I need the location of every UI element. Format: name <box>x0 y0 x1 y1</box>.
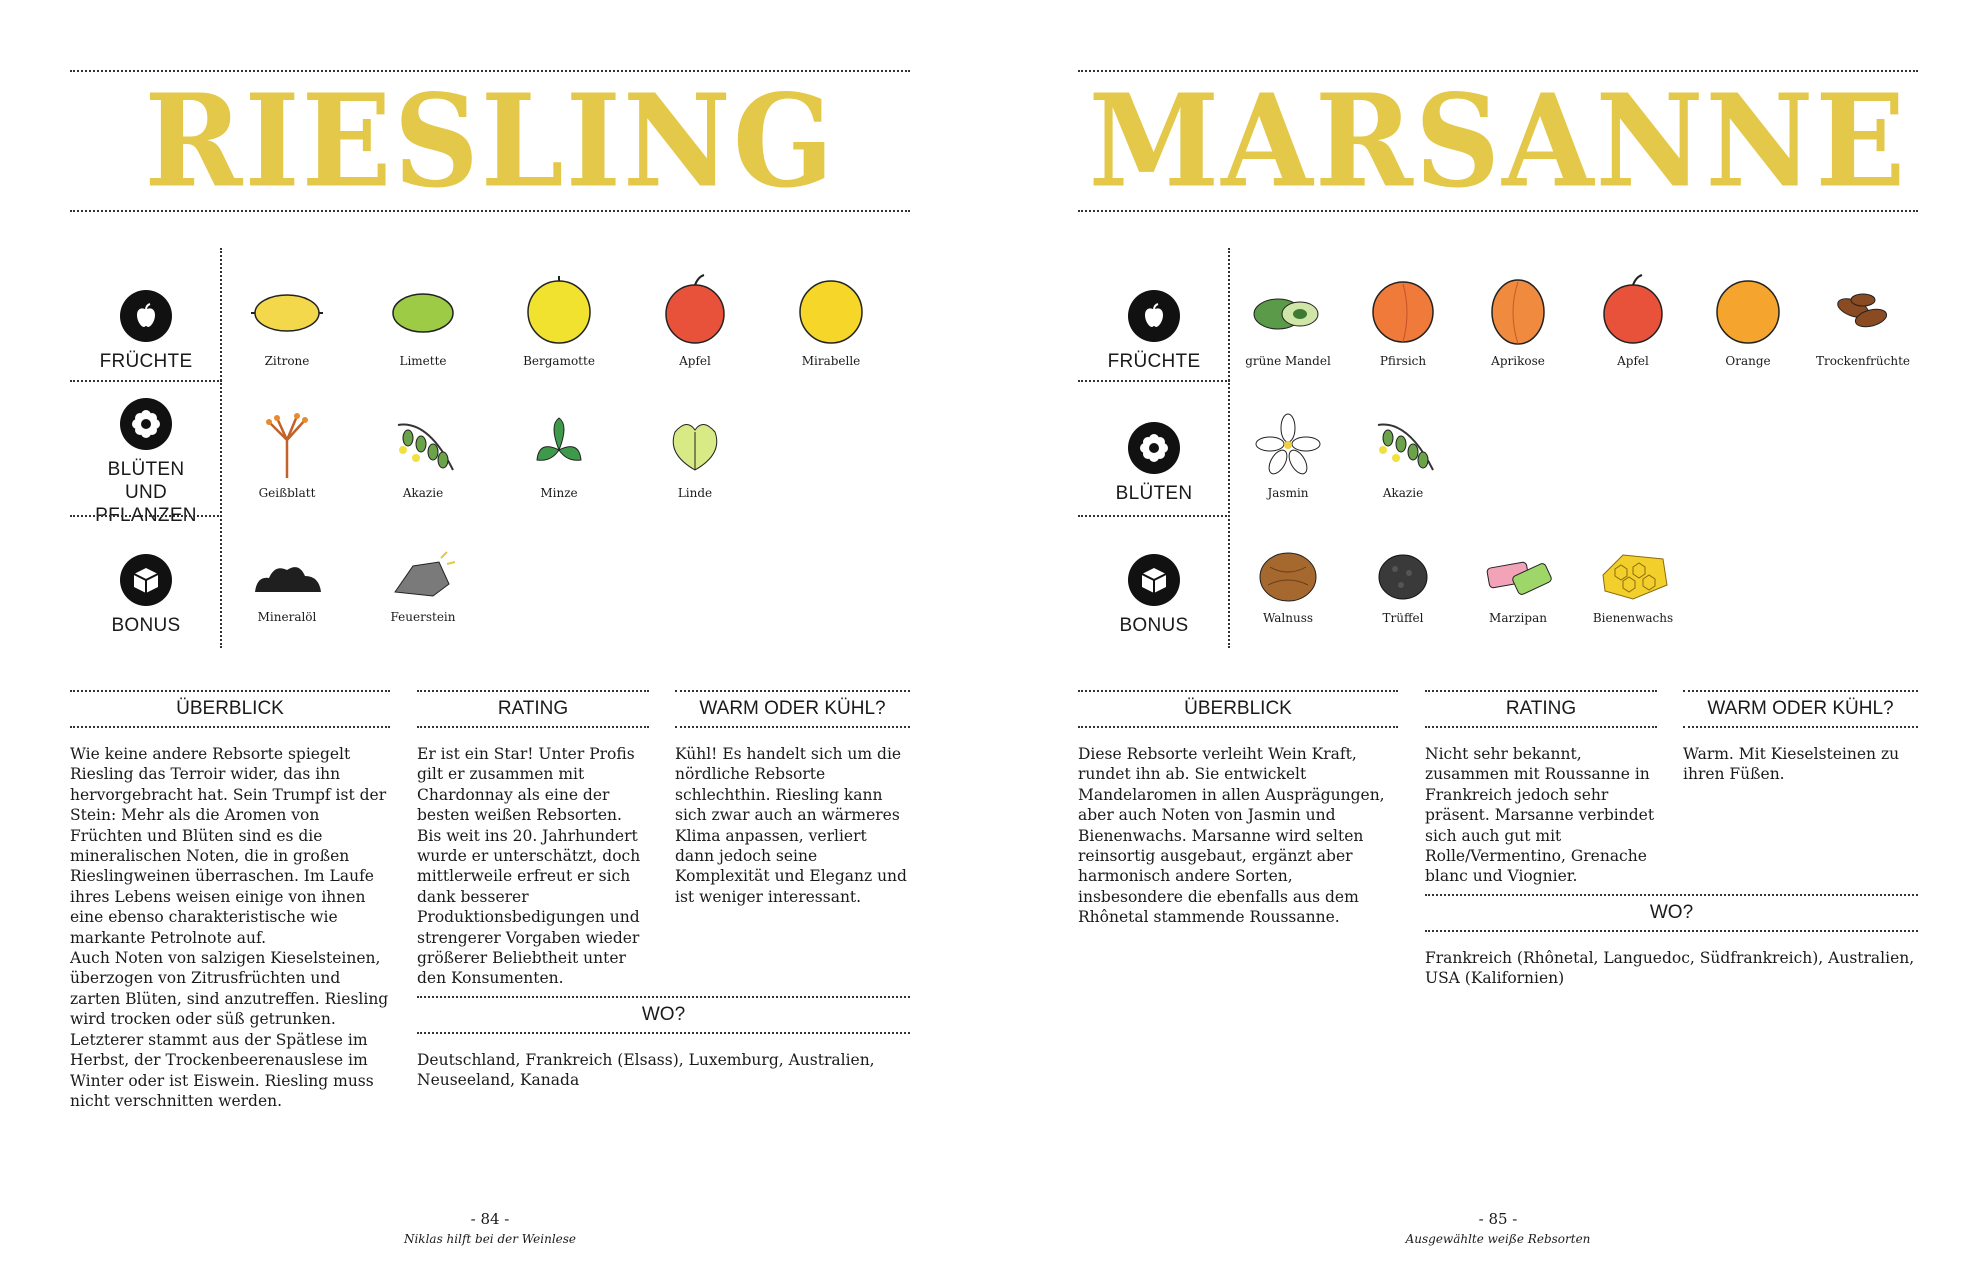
section-climate: WARM ODER KÜHL? Warm. Mit Kieselsteinen zu ihren Füßen. <box>1683 690 1918 785</box>
section-climate: WARM ODER KÜHL? Kühl! Es handelt sich um die nördliche Rebsorte schlechthin. Riesling kann sich zwar auch an wärmeres Klima anpassen, verliert dann jedoch seine Komplexität und Eleganz und ist weniger interessant. <box>675 690 910 907</box>
aroma-item: Mineralöl <box>222 548 352 624</box>
aroma-item: Trockenfrüchte <box>1803 278 1923 368</box>
page-footer <box>1078 1210 1918 1246</box>
overview-text-2: Auch Noten von salzigen Kieselsteinen, überzogen von Zitrusfrüchten und zarten Blüten, sind anzutreffen. Riesling wird trocken oder süß getrunken. Letzterer stammt aus der Spätlese im Herbst, der Trockenbeerenauslese im Winter oder ist Eiswein. Riesling muss nicht verschnitten werden. <box>70 949 389 1110</box>
mint-icon <box>519 410 599 480</box>
aroma-item: Linde <box>630 410 760 500</box>
aroma-item: Akazie <box>1343 410 1463 500</box>
rating-text: Nicht sehr bekannt, zusammen mit Roussanne in Frankreich jedoch sehr präsent. Marsanne verbindet sich auch gut mit Rolle/Vermentino, Grenache blanc und Viognier. <box>1425 745 1655 886</box>
jasmine-icon <box>1248 410 1328 480</box>
category-fruits <box>1078 290 1230 373</box>
overview-text: Diese Rebsorte verleiht Wein Kraft, rundet ihn ab. Sie entwickelt Mandelaromen in allen Ausprägungen, aber auch Noten von Jasmin und Bienenwachs. Marsanne wird selten reinsortig ausgebaut, ergänzt aber harmonisch andere Sorten, insbesondere die ebenfalls aus dem Rhônetal stammende Roussanne. <box>1078 745 1385 927</box>
aroma-item: Marzipan <box>1458 545 1578 625</box>
honeysuckle-icon <box>247 410 327 480</box>
page-title: MARSANNE <box>1088 65 1908 216</box>
green-almond-icon <box>1248 278 1328 348</box>
divider <box>1078 515 1230 517</box>
box-icon <box>1128 554 1180 606</box>
mirabelle-icon <box>791 272 871 348</box>
divider <box>1078 380 1230 382</box>
apple-fruit-icon <box>655 272 735 348</box>
section-overview: ÜBERBLICK Wie keine andere Rebsorte spiegelt Riesling das Terroir wider, das ihn hervorgebracht hat. Sein Trumpf ist der Stein: Mehr als die Aromen von Früchten und Blüten sind es die mineralischen Noten, die in großen Rieslingweinen überraschen. Im Laufe ihres Lebens weisen einige von ihnen eine ebenso charakteristische wie markante Petrolnote auf. Auch Noten von salzigen Kieselsteinen, überzogen von Zitrusfrüchten und zarten Blüten, sind anzutreffen. Riesling wird trocken oder süß getrunken. Letzterer stammt aus der Spätlese im Herbst, der Trockenbeerenauslese im Winter oder ist Eiswein. Riesling muss nicht verschnitten werden. <box>70 690 390 1111</box>
climate-text: Kühl! Es handelt sich um die nördliche Rebsorte schlechthin. Riesling kann sich zwar auch an wärmeres Klima anpassen, verliert dann jedoch seine Komplexität und Eleganz und ist weniger interessant. <box>675 745 907 906</box>
acacia-icon <box>383 410 463 480</box>
climate-text: Warm. Mit Kieselsteinen zu ihren Füßen. <box>1683 745 1900 784</box>
section-where: WO? Deutschland, Frankreich (Elsass), Luxemburg, Australien, Neuseeland, Kanada <box>417 996 910 1091</box>
category-fruits <box>70 290 222 373</box>
divider <box>1078 210 1918 212</box>
linden-icon <box>655 410 735 480</box>
rating-text: Er ist ein Star! Unter Profis gilt er zusammen mit Chardonnay als eine der besten weißen Rebsorten. Bis weit ins 20. Jahrhundert wurde er unterschätzt, doch mittlerweile erfreut er sich dank besserer Produktionsbedigungen und strengerer Vorgaben wieder größerer Beliebtheit unter den Konsumenten. <box>417 745 641 988</box>
orange-icon <box>1708 272 1788 348</box>
flower-icon <box>120 398 172 450</box>
divider <box>70 515 222 517</box>
section-rating: RATING Er ist ein Star! Unter Profis gilt er zusammen mit Chardonnay als eine der besten weißen Rebsorten. Bis weit ins 20. Jahrhundert wurde er unterschätzt, doch mittlerweile erfreut er sich dank besserer Produktionsbedigungen und strengerer Vorgaben wieder größerer Beliebtheit unter den Konsumenten. <box>417 690 649 989</box>
category-label: BONUS <box>1119 615 1189 636</box>
aroma-item: Bienenwachs <box>1573 545 1693 625</box>
truffle-icon <box>1363 545 1443 605</box>
category-label: BLÜTEN <box>1115 483 1193 504</box>
aroma-item: Bergamotte <box>494 272 624 368</box>
aroma-item: Trüffel <box>1343 545 1463 625</box>
section-rating: RATING Nicht sehr bekannt, zusammen mit Roussanne in Frankreich jedoch sehr präsent. Marsanne verbindet sich auch gut mit Rolle/Vermentino, Grenache blanc und Viognier. <box>1425 690 1657 887</box>
divider <box>70 210 910 212</box>
bergamot-icon <box>519 272 599 348</box>
category-bonus <box>70 554 222 637</box>
aroma-item: Walnuss <box>1228 545 1348 625</box>
apple-fruit-icon <box>1593 272 1673 348</box>
aroma-item: Geißblatt <box>222 410 352 500</box>
marzipan-icon <box>1478 545 1558 605</box>
aroma-item: Limette <box>358 278 488 368</box>
where-text: Frankreich (Rhônetal, Languedoc, Südfrankreich), Australien, USA (Kalifornien) <box>1425 949 1915 988</box>
page-right <box>1078 0 1918 1280</box>
walnut-icon <box>1248 545 1328 605</box>
category-label: BONUS <box>111 615 181 636</box>
flower-icon <box>1128 422 1180 474</box>
aroma-item: Orange <box>1688 272 1808 368</box>
page-footer <box>70 1210 910 1246</box>
peach-icon <box>1363 272 1443 348</box>
aroma-item: Zitrone <box>222 278 352 368</box>
category-label: FRÜCHTE <box>1107 351 1201 372</box>
aroma-item: Apfel <box>1573 272 1693 368</box>
box-icon <box>120 554 172 606</box>
aroma-item: Mirabelle <box>766 272 896 368</box>
aroma-item: Minze <box>494 410 624 500</box>
section-where: WO? Frankreich (Rhônetal, Languedoc, Südfrankreich), Australien, USA (Kalifornien) <box>1425 894 1918 989</box>
mineral-oil-icon <box>247 548 327 604</box>
aroma-item: Pfirsich <box>1343 272 1463 368</box>
apple-icon <box>1128 290 1180 342</box>
page-caption: Ausgewählte weiße Rebsorten <box>1405 1232 1591 1246</box>
page-number: - 84 - <box>470 1210 510 1228</box>
lemon-icon <box>247 278 327 348</box>
aroma-item: Feuerstein <box>358 548 488 624</box>
apricot-icon <box>1478 272 1558 348</box>
divider <box>70 380 222 382</box>
aroma-item: Aprikose <box>1458 272 1578 368</box>
aroma-item: Akazie <box>358 410 488 500</box>
beeswax-icon <box>1593 545 1673 605</box>
page-number: - 85 - <box>1478 1210 1518 1228</box>
lime-icon <box>383 278 463 348</box>
where-text: Deutschland, Frankreich (Elsass), Luxemburg, Australien, Neuseeland, Kanada <box>417 1051 875 1090</box>
aroma-item: Apfel <box>630 272 760 368</box>
section-overview: ÜBERBLICK Diese Rebsorte verleiht Wein Kraft, rundet ihn ab. Sie entwickelt Mandelaromen in allen Ausprägungen, aber auch Noten von Jasmin und Bienenwachs. Marsanne wird selten reinsortig ausgebaut, ergänzt aber harmonisch andere Sorten, insbesondere die ebenfalls aus dem Rhônetal stammende Roussanne. <box>1078 690 1398 928</box>
page-title: RIESLING <box>144 65 836 216</box>
page-left <box>70 0 910 1280</box>
acacia-icon <box>1363 410 1443 480</box>
category-bonus <box>1078 554 1230 637</box>
page-caption: Niklas hilft bei der Weinlese <box>403 1232 577 1246</box>
apple-icon <box>120 290 172 342</box>
aroma-item: grüne Mandel <box>1228 278 1348 368</box>
category-label: FRÜCHTE <box>99 351 193 372</box>
overview-text: Wie keine andere Rebsorte spiegelt Riesling das Terroir wider, das ihn hervorgebracht hat. Sein Trumpf ist der Stein: Mehr als die Aromen von Früchten und Blüten sind es die mineralischen Noten, die in großen Rieslingweinen überraschen. Im Laufe ihres Lebens weisen einige von ihnen eine ebenso charakteristische wie markante Petrolnote auf. <box>70 745 387 947</box>
category-flowers <box>70 398 222 527</box>
flint-icon <box>383 548 463 604</box>
aroma-item: Jasmin <box>1228 410 1348 500</box>
dried-fruit-icon <box>1823 278 1903 348</box>
category-label: BLÜTEN UND PFLANZEN <box>95 459 197 526</box>
category-flowers <box>1078 422 1230 505</box>
